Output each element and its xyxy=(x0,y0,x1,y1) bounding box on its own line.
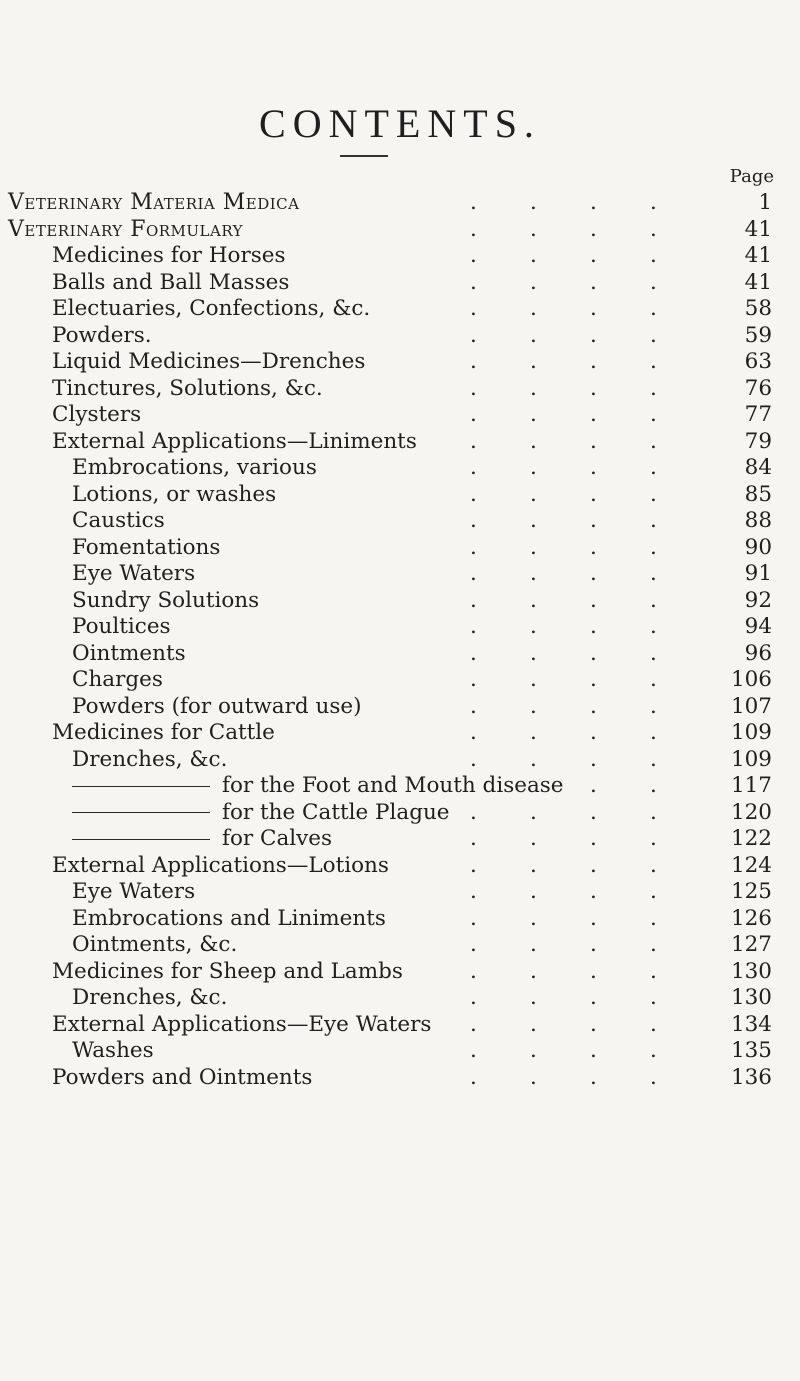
toc-entry xyxy=(0,190,800,217)
leader-dots: . . . . xyxy=(470,640,657,666)
toc-entry xyxy=(0,588,800,615)
leader-dots: . . . . xyxy=(470,428,657,454)
leader-dots: . . . . xyxy=(470,799,657,825)
toc-entry-page: 135 xyxy=(730,1038,772,1063)
toc-entry-page: 90 xyxy=(744,534,772,560)
toc-entry-page: 107 xyxy=(730,693,772,719)
toc-entry-page: 127 xyxy=(730,932,772,957)
toc-entry xyxy=(0,376,800,403)
toc-entry-page: 126 xyxy=(730,905,772,931)
toc-entry-page: 63 xyxy=(744,349,772,374)
leader-dots: . . . . xyxy=(470,322,657,348)
toc-entry-label: Poultices xyxy=(72,614,171,639)
leader-dots: . . . . xyxy=(470,614,657,639)
toc-entry-page: 120 xyxy=(730,799,772,825)
toc-entry xyxy=(0,720,800,747)
toc-entry xyxy=(0,296,800,323)
leader-dots: . . . . xyxy=(470,561,657,586)
toc-entry xyxy=(0,826,800,853)
toc-entry-page: 117 xyxy=(730,773,772,798)
leader-dots: . . . . xyxy=(470,1064,657,1090)
leader-dots: . . . . xyxy=(470,269,657,295)
toc-entry-page: 76 xyxy=(744,375,772,401)
leader-dots: . . . . xyxy=(470,375,657,401)
toc-entry-label: External Applications—Lotions xyxy=(52,852,389,878)
leader-dots: . . . . xyxy=(470,508,657,533)
leader-dots: . . . . xyxy=(470,746,657,772)
toc-entry-label: Ointments xyxy=(72,640,186,666)
leader-dots: . . . . xyxy=(470,852,657,878)
toc-entry-label: Veterinary Formulary xyxy=(8,216,244,242)
toc-entry-label: Washes xyxy=(72,1038,154,1063)
leader-dots: . . . . xyxy=(470,1038,657,1063)
leader-dots: . . . . xyxy=(470,190,657,215)
leader-dots: . . . . xyxy=(470,905,657,931)
toc-entry-label: Caustics xyxy=(72,508,165,533)
toc-entry-label: Powders. xyxy=(52,322,152,348)
toc-entry-page: 106 xyxy=(730,667,772,692)
toc-entry-label: for Calves xyxy=(222,826,333,851)
toc-entry xyxy=(0,217,800,244)
leader-dots: . . . . xyxy=(470,349,657,374)
toc-entry-page: 92 xyxy=(744,587,772,613)
toc-entry-label: Clysters xyxy=(52,402,142,427)
toc-entry-page: 91 xyxy=(744,561,772,586)
toc-entry-label: Embrocations, various xyxy=(72,455,317,480)
toc-entry xyxy=(0,1065,800,1092)
toc-entry xyxy=(0,402,800,429)
leader-dots: . . . . xyxy=(470,720,657,745)
toc-entry-label: for the Foot and Mouth disease xyxy=(222,773,564,798)
toc-entry xyxy=(0,270,800,297)
leader-dots: . . . . xyxy=(470,455,657,480)
toc-entry xyxy=(0,561,800,588)
leader-dots: . . . . xyxy=(470,216,657,242)
leader-dots: . . . . xyxy=(470,243,657,268)
toc-entry-label: Lotions, or washes xyxy=(72,481,277,507)
toc-entry-label: Drenches, &c. xyxy=(72,985,228,1010)
toc-entry-page: 96 xyxy=(744,640,772,666)
toc-entry xyxy=(0,747,800,774)
toc-entry-label: Charges xyxy=(72,667,163,692)
toc-entry-page: 94 xyxy=(744,614,772,639)
leader-dots: . . . . xyxy=(470,481,657,507)
toc-entry-page: 125 xyxy=(730,879,772,904)
toc-entry-label: Powders and Ointments xyxy=(52,1064,313,1090)
leader-dots: . . . . xyxy=(470,296,657,321)
leader-dots: . . . . xyxy=(470,826,657,851)
toc-entry-label: Balls and Ball Masses xyxy=(52,269,290,295)
toc-entry xyxy=(0,482,800,509)
toc-entry xyxy=(0,667,800,694)
toc-entry-label: Medicines for Sheep and Lambs xyxy=(52,958,403,984)
toc-entry-label: Ointments, &c. xyxy=(72,932,238,957)
leader-dots: . . . . xyxy=(470,667,657,692)
toc-entry-page: 84 xyxy=(744,455,772,480)
title-rule xyxy=(340,155,388,157)
toc-entry-page: 109 xyxy=(730,746,772,772)
leader-dots: . . . . xyxy=(470,1011,657,1037)
toc-entry xyxy=(0,429,800,456)
leader-dots: . . . . xyxy=(470,985,657,1010)
toc-entry-label: Medicines for Cattle xyxy=(52,720,275,745)
table-of-contents xyxy=(0,190,800,1091)
toc-entry-label: External Applications—Eye Waters xyxy=(52,1011,432,1037)
toc-entry-label: Powders (for outward use) xyxy=(72,693,362,719)
toc-entry-label: Drenches, &c. xyxy=(72,746,228,772)
toc-entry-page: 122 xyxy=(730,826,772,851)
leader-dots: . . . . xyxy=(470,402,657,427)
toc-entry xyxy=(0,641,800,668)
leader-dots: . . . . xyxy=(470,587,657,613)
toc-entry xyxy=(0,694,800,721)
toc-entry-page: 58 xyxy=(744,296,772,321)
toc-entry xyxy=(0,906,800,933)
toc-entry xyxy=(0,853,800,880)
toc-entry-page: 79 xyxy=(744,428,772,454)
toc-entry-label: Veterinary Materia Medica xyxy=(8,190,300,215)
toc-entry-page: 109 xyxy=(730,720,772,745)
toc-entry-label: Fomentations xyxy=(72,534,221,560)
toc-entry-page: 136 xyxy=(730,1064,772,1090)
toc-entry-page: 41 xyxy=(744,216,772,242)
toc-entry-label: Eye Waters xyxy=(72,879,196,904)
toc-entry xyxy=(0,243,800,270)
toc-entry-page: 88 xyxy=(744,508,772,533)
toc-entry-label: Eye Waters xyxy=(72,561,196,586)
toc-entry-label: Electuaries, Confections, &c. xyxy=(52,296,371,321)
toc-entry xyxy=(0,959,800,986)
toc-entry xyxy=(0,932,800,959)
toc-entry xyxy=(0,1012,800,1039)
toc-entry xyxy=(0,773,800,800)
page-column-label: Page xyxy=(729,166,774,187)
toc-entry xyxy=(0,455,800,482)
leader-dots: . . . . xyxy=(470,534,657,560)
leader-dots: . . xyxy=(590,773,657,798)
toc-entry-label: Medicines for Horses xyxy=(52,243,286,268)
leader-dots: . . . . xyxy=(470,958,657,984)
toc-entry-label: for the Cattle Plague xyxy=(222,799,450,825)
leader-dots: . . . . xyxy=(470,693,657,719)
toc-entry-label: Sundry Solutions xyxy=(72,587,260,613)
toc-entry xyxy=(0,508,800,535)
toc-entry-page: 124 xyxy=(730,852,772,878)
toc-entry-label: Tinctures, Solutions, &c. xyxy=(52,375,323,401)
toc-entry xyxy=(0,879,800,906)
toc-entry-page: 134 xyxy=(730,1011,772,1037)
toc-entry xyxy=(0,323,800,350)
toc-entry-label: External Applications—Liniments xyxy=(52,428,417,454)
page-title: CONTENTS. xyxy=(259,101,541,146)
toc-entry xyxy=(0,985,800,1012)
toc-entry-page: 77 xyxy=(744,402,772,427)
toc-entry xyxy=(0,800,800,827)
toc-entry xyxy=(0,1038,800,1065)
leader-dots: . . . . xyxy=(470,879,657,904)
leader-dots: . . . . xyxy=(470,932,657,957)
toc-entry xyxy=(0,349,800,376)
toc-entry-page: 59 xyxy=(744,322,772,348)
toc-entry-page: 130 xyxy=(730,958,772,984)
toc-entry-page: 41 xyxy=(744,269,772,295)
toc-entry-page: 1 xyxy=(758,190,772,215)
toc-entry xyxy=(0,535,800,562)
toc-entry-page: 41 xyxy=(744,243,772,268)
toc-entry-label: Embrocations and Liniments xyxy=(72,905,386,931)
toc-entry-page: 85 xyxy=(744,481,772,507)
toc-entry-label: Liquid Medicines—Drenches xyxy=(52,349,366,374)
toc-entry-page: 130 xyxy=(730,985,772,1010)
toc-entry xyxy=(0,614,800,641)
